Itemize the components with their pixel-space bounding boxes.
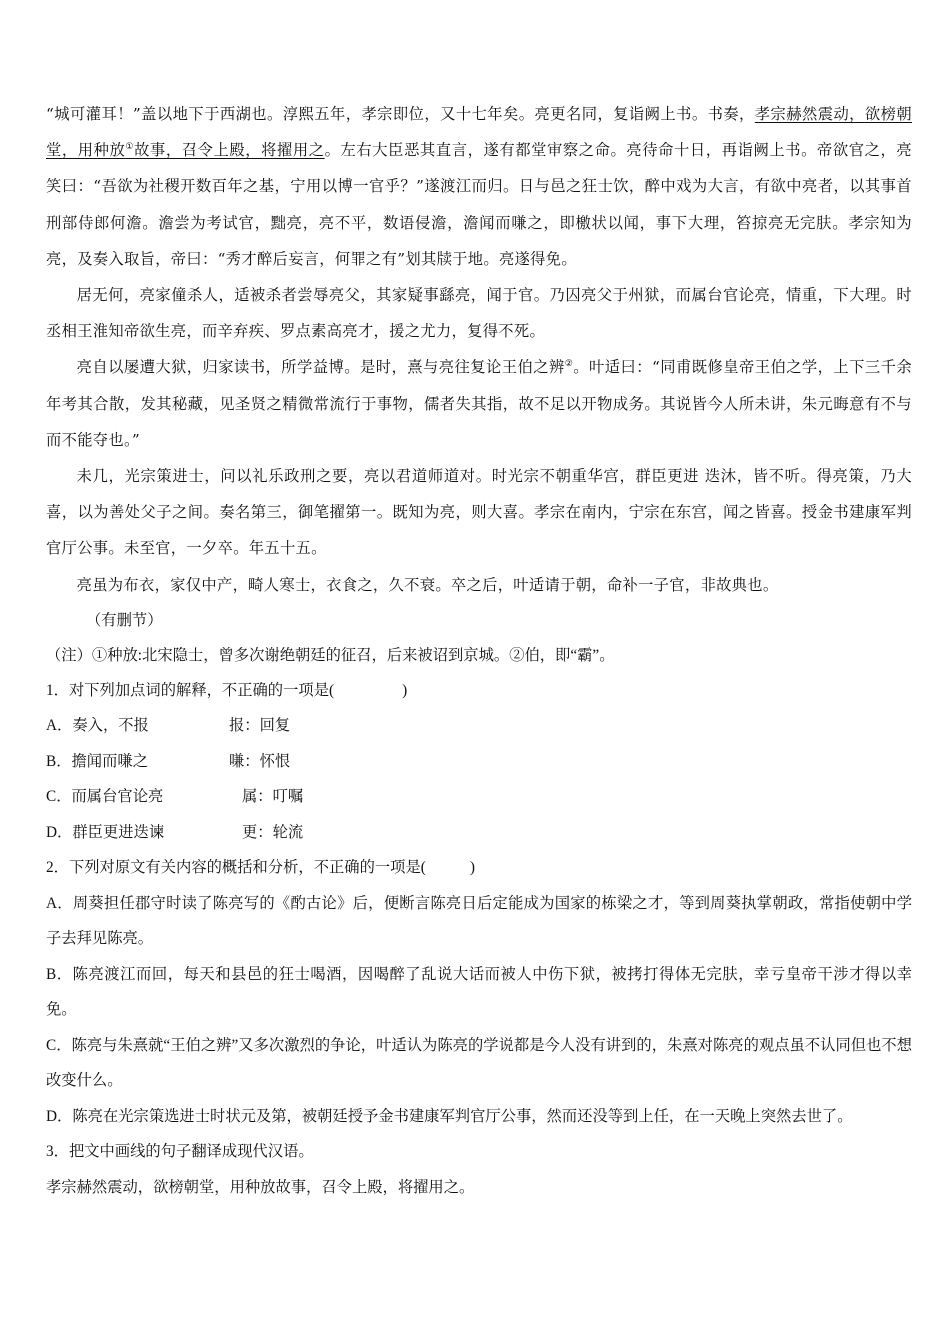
- question-2-option-c: C．陈亮与朱熹就“王伯之辨”又多次激烈的争论，叶适认为陈亮的学说都是今人没有讲到的，朱熹对陈亮的观点虽不认同但也不想改变什么。: [46, 1036, 912, 1090]
- passage-paragraph-4: 未几，光宗策进士，问以礼乐政刑之要，亮以君道师道对。时光宗不朝重华宫，群臣更进 迭沐，皆不听。得亮策，乃大喜，以为善处父子之间。奏名第三，御笔擢第一。既知为亮，则大喜。孝宗在南内，宁宗在东宫，闻之皆喜。授金书建康军判官厅公事。未至官，一夕卒。年五十五。: [46, 467, 912, 558]
- footnotes: （注）①种放:北宋隐士，曾多次谢绝朝廷的征召，后来被诏到京城。②伯，即“霸”。: [46, 646, 615, 664]
- passage-paragraph-1: [46, 96, 912, 277]
- question-2-option-d: D．陈亮在光宗策选进士时状元及第，被朝廷授予金书建康军判官厅公事，然而还没等到上任，在一天晚上突然去世了。: [46, 1107, 853, 1125]
- question-1-option-b: B．擔闻而嗛之 嗛：怀恨: [46, 752, 291, 770]
- document-page: [46, 96, 912, 1205]
- question-2-option-a: A．周葵担任郡守时读了陈亮写的《酌古论》后，便断言陈亮日后定能成为国家的栋梁之才，等到周葵执掌朝政，常指使朝中学子去拜见陈亮。: [46, 894, 912, 948]
- abridged-note: （有删节）: [86, 611, 163, 629]
- question-1-option-c: C．而属台官论亮 属：叮嘱: [46, 788, 304, 806]
- question-3-sentence: 孝宗赫然震动，欲榜朝堂，用种放故事，召令上殿，将擢用之。: [46, 1178, 475, 1196]
- question-1-option-d: D．群臣更进迭谏 更：轮流: [46, 823, 304, 841]
- question-2-option-b: B．陈亮渡江而回，每天和县邑的狂士喝酒，因喝醉了乱说大话而被人中伤下狱，被拷打得体无完肤，幸亏皇帝干涉才得以幸免。: [46, 965, 912, 1019]
- passage-text: “城可灌耳！”盖以地下于西湖也。淳熙五年，孝宗即位，又十七年矣。亮更名同，复诣阙上书。书奏，: [46, 105, 755, 123]
- footnote-marker-2: ②: [564, 359, 574, 370]
- passage-text: 。左右大臣恶其直言，遂有都堂审察之命。亮待命十日，再诣阙上书。帝欲官之，亮笑曰：“吾欲为社稷开数百年之基，宁用以博一官乎？”遂渡江而归。日与邑之狂士饮，醉中戏为大言，有欲中亮者，以其事首刑部侍郎何澹。澹尝为考试官，黜亮，亮不平，数语侵澹，澹闻而嗛之，即檄状以闻，事下大理，笞掠亮无完肤。孝宗知为亮，及奏入取旨，帝曰：“秀才醉后妄言，何罪之有”划其牍于地。亮遂得免。: [46, 141, 912, 268]
- footnote-marker-1: ①: [125, 142, 135, 153]
- question-1-stem: 1．对下列加点词的解释，不正确的一项是( ): [46, 681, 408, 699]
- passage-paragraph-3: 亮自以屡遭大狱，归家读书，所学益博。是时，熹与亮往复论王伯之辨②。叶适曰：“同甫既修皇帝王伯之学，上下三千余年考其合散，发其秘藏，见圣贤之精微常流行于事物，儒者失其指，故不足以开物成务。其说皆今人所未讲，朱元晦意有不与而不能夺也。”: [46, 358, 913, 449]
- question-2-stem: 2．下列对原文有关内容的概括和分析，不正确的一项是( ): [46, 859, 475, 877]
- passage-paragraph-5: 亮虽为布衣，家仅中产，畸人寒士，衣食之，久不衰。卒之后，叶适请于朝，命补一子官，非故典也。: [76, 575, 779, 594]
- question-3-stem: 3．把文中画线的句子翻译成现代汉语。: [46, 1143, 314, 1161]
- passage-paragraph-2: 居无何，亮家僮杀人，适被杀者尝辱亮父，其家疑事繇亮，闻于官。乃囚亮父于州狱，而属台官论亮，情重，下大理。时丞相王淮知帝欲生亮，而辛弃疾、罗点素高亮才，援之尤力，复得不死。: [46, 286, 912, 341]
- question-1-option-a: A．奏入，不报 报：回复: [46, 717, 291, 735]
- underlined-sentence: 孝宗赫然震动，欲榜朝堂，用种放①故事，召令上殿，将擢用之: [46, 105, 912, 160]
